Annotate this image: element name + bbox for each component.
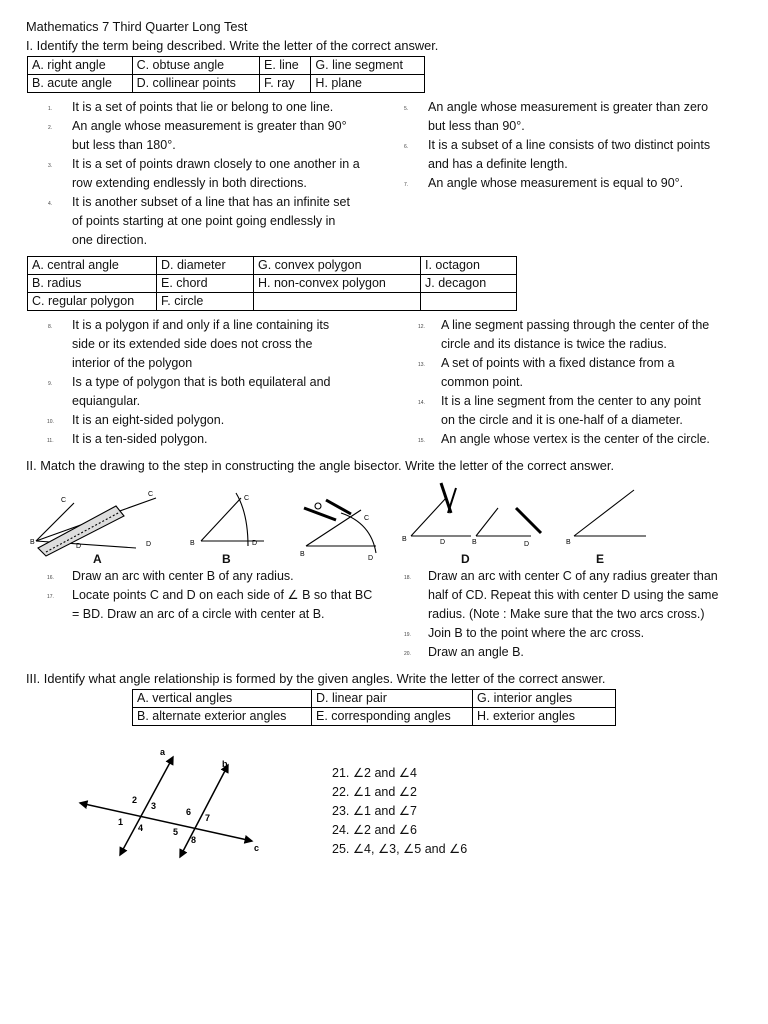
drawing-c-figure [304, 500, 376, 553]
choice-cell: C. regular polygon [28, 293, 157, 311]
item-text: circle and its distance is twice the radius. [441, 337, 667, 351]
drawing-label-e: E [596, 552, 605, 566]
svg-text:C: C [61, 497, 67, 504]
choice-cell: D. diameter [157, 257, 254, 275]
label-c: c [254, 843, 260, 853]
item-number: 18. [404, 575, 411, 581]
choice-cell: G. interior angles [473, 690, 616, 708]
item-text: one direction. [72, 233, 148, 247]
item-number: 7. [404, 182, 409, 188]
item-text: of points starting at one point going endlessly in [72, 214, 336, 228]
item-number: 6. [404, 144, 409, 150]
question-21: 21. ∠2 and ∠4 [332, 766, 417, 780]
choice-cell: I. octagon [421, 257, 517, 275]
item-number: 2. [48, 125, 53, 131]
choice-cell: G. line segment [311, 57, 425, 75]
item-text: An angle whose measurement is equal to 90°. [428, 176, 684, 190]
choice-cell: F. ray [259, 75, 310, 93]
choices-table-2 [27, 256, 517, 311]
choice-cell: E. chord [157, 275, 254, 293]
item-text: = BD. Draw an arc of a circle with center at B. [72, 607, 325, 621]
question-24: 24. ∠2 and ∠6 [332, 823, 417, 837]
item-text: It is a line segment from the center to any point [441, 394, 701, 408]
item-number: 14. [418, 400, 425, 406]
choice-cell [254, 293, 421, 311]
drawing-label-a: A [93, 552, 102, 566]
item-text: Draw an angle B. [428, 645, 524, 659]
item-number: 12. [418, 324, 425, 330]
item-number: 11. [47, 438, 54, 444]
item-number: 4. [48, 201, 53, 207]
question-25: 25. ∠4, ∠3, ∠5 and ∠6 [332, 842, 468, 856]
angle-6: 6 [186, 807, 192, 817]
line-a [120, 757, 173, 855]
svg-text:B: B [402, 536, 407, 543]
choice-cell: H. plane [311, 75, 425, 93]
item-text: and has a definite length. [428, 157, 568, 171]
item-text: equiangular. [72, 394, 141, 408]
item-text: radius. (Note : Make sure that the two arcs cross.) [428, 607, 705, 621]
drawing-a-figure [36, 498, 156, 556]
label-b: b [222, 759, 228, 769]
transversal-figure [70, 745, 270, 860]
angle-2: 2 [132, 795, 138, 805]
question-23: 23. ∠1 and ∠7 [332, 804, 417, 818]
part3-instruction: III. Identify what angle relationship is formed by the given angles. Write the letter of the correct answer. [26, 671, 606, 686]
choice-cell: A. central angle [28, 257, 157, 275]
svg-text:B: B [566, 539, 571, 546]
item-text: common point. [441, 375, 523, 389]
svg-text:B: B [190, 540, 195, 547]
item-text: An angle whose measurement is greater than zero [428, 100, 709, 114]
svg-text:C: C [148, 491, 154, 498]
question-22: 22. ∠1 and ∠2 [332, 785, 417, 799]
item-text: half of CD. Repeat this with center D using the same [428, 588, 719, 602]
item-text: An angle whose measurement is greater than 90° [72, 119, 347, 133]
angle-questions [332, 764, 467, 859]
angle-7: 7 [205, 813, 211, 823]
choices-table-1 [27, 56, 425, 93]
choice-cell: H. non-convex polygon [254, 275, 421, 293]
item-text: It is another subset of a line that has an infinite set [72, 195, 350, 209]
angle-1: 1 [118, 817, 124, 827]
choice-cell: B. acute angle [28, 75, 133, 93]
svg-text:B: B [30, 539, 35, 546]
label-a: a [160, 747, 166, 757]
line-c [80, 803, 252, 841]
item-text: It is a set of points drawn closely to one another in a [72, 157, 360, 171]
item-text: interior of the polygon [72, 356, 193, 370]
item-text: It is a set of points that lie or belong to one line. [72, 100, 334, 114]
svg-text:D: D [146, 541, 152, 548]
item-number: 9. [48, 381, 53, 387]
svg-text:D: D [524, 541, 530, 548]
angle-bisector-drawings [26, 478, 666, 563]
item-text: A line segment passing through the center of the [441, 318, 710, 332]
drawing-e-figure [574, 490, 646, 536]
choice-cell [421, 293, 517, 311]
item-text: It is a ten-sided polygon. [72, 432, 208, 446]
drawing-label-d: D [461, 552, 470, 566]
item-number: 20. [404, 651, 411, 657]
choice-cell: B. alternate exterior angles [133, 708, 312, 726]
choice-cell: F. circle [157, 293, 254, 311]
item-number: 5. [404, 106, 409, 112]
item-text: Draw an arc with center B of any radius. [72, 569, 294, 583]
choice-cell: C. obtuse angle [132, 57, 259, 75]
item-text: It is a subset of a line consists of two distinct points [428, 138, 711, 152]
item-number: 19. [404, 632, 411, 638]
choices-table-3 [132, 689, 616, 726]
svg-text:D: D [252, 540, 258, 547]
item-number: 13. [418, 362, 425, 368]
item-text: Draw an arc with center C of any radius greater than [428, 569, 718, 583]
item-number: 16. [47, 575, 54, 581]
item-text: row extending endlessly in both directions. [72, 176, 307, 190]
svg-text:B: B [472, 539, 477, 546]
item-text: It is an eight-sided polygon. [72, 413, 225, 427]
choice-cell: A. vertical angles [133, 690, 312, 708]
item-text: An angle whose vertex is the center of the circle. [441, 432, 710, 446]
item-number: 3. [48, 163, 53, 169]
angle-8: 8 [191, 835, 197, 845]
drawing-d-figure [411, 483, 541, 536]
item-text: but less than 90°. [428, 119, 525, 133]
test-title: Mathematics 7 Third Quarter Long Test [26, 19, 248, 34]
choice-cell: G. convex polygon [254, 257, 421, 275]
angle-4: 4 [138, 823, 144, 833]
choice-cell: D. collinear points [132, 75, 259, 93]
svg-text:C: C [364, 515, 370, 522]
item-text: A set of points with a fixed distance from a [441, 356, 675, 370]
svg-text:B: B [300, 551, 305, 558]
item-text: on the circle and it is one-half of a diameter. [441, 413, 683, 427]
drawing-label-b: B [222, 552, 231, 566]
item-number: 10. [47, 419, 54, 425]
item-number: 15. [418, 438, 425, 444]
svg-text:D: D [76, 543, 82, 550]
angle-3: 3 [151, 801, 157, 811]
choice-cell: E. corresponding angles [312, 708, 473, 726]
item-number: 1. [48, 106, 53, 112]
choice-cell: J. decagon [421, 275, 517, 293]
item-number: 17. [47, 594, 54, 600]
item-text: side or its extended side does not cross the [72, 337, 313, 351]
part1-instruction: I. Identify the term being described. Write the letter of the correct answer. [26, 38, 439, 53]
item-text: It is a polygon if and only if a line containing its [72, 318, 330, 332]
item-number: 8. [48, 324, 53, 330]
choice-cell: H. exterior angles [473, 708, 616, 726]
item-text: but less than 180°. [72, 138, 176, 152]
item-text: Join B to the point where the arc cross. [428, 626, 645, 640]
svg-text:D: D [368, 555, 374, 562]
choice-cell: A. right angle [28, 57, 133, 75]
svg-text:C: C [244, 495, 250, 502]
angle-5: 5 [173, 827, 179, 837]
drawing-b-figure [201, 493, 264, 546]
item-text: Is a type of polygon that is both equilateral and [72, 375, 331, 389]
svg-text:D: D [440, 539, 446, 546]
choice-cell: E. line [259, 57, 310, 75]
item-text: Locate points C and D on each side of ∠ B so that BC [72, 588, 373, 602]
part2-instruction: II. Match the drawing to the step in constructing the angle bisector. Write the letter of the correct answer. [26, 458, 615, 473]
choice-cell: B. radius [28, 275, 157, 293]
choice-cell: D. linear pair [312, 690, 473, 708]
